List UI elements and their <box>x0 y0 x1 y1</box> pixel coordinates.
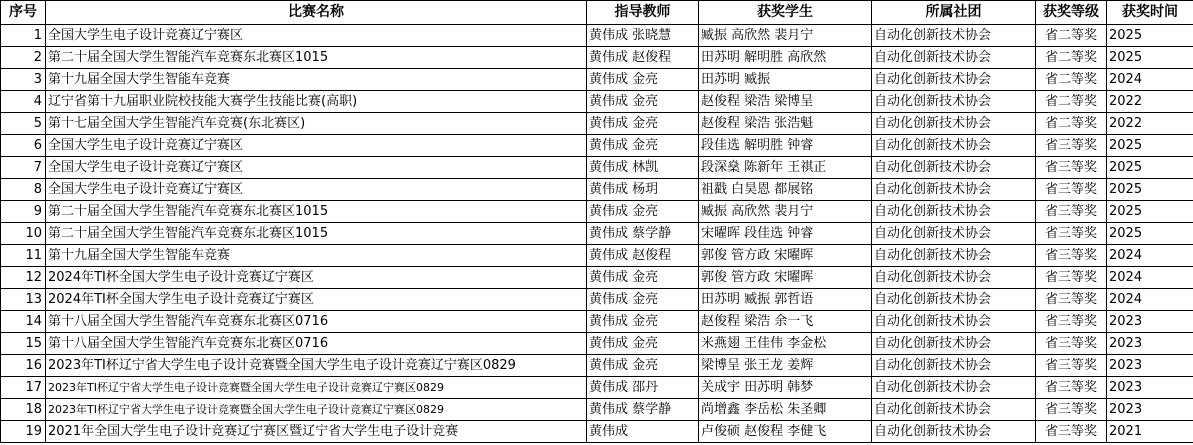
cell-teacher[interactable]: 黄伟成 金亮 <box>587 69 699 91</box>
cell-teacher[interactable]: 黄伟成 蔡学静 <box>587 223 699 245</box>
cell-competition-name[interactable]: 2024年TI杯全国大学生电子设计竞赛辽宁赛区 <box>46 289 587 311</box>
header-no[interactable]: 序号 <box>1 1 46 25</box>
cell-award-time[interactable]: 2024 <box>1107 245 1193 267</box>
cell-teacher[interactable]: 黄伟成 <box>587 421 699 443</box>
cell-award-level[interactable]: 省二等奖 <box>1036 91 1107 113</box>
cell-no[interactable]: 17 <box>1 377 46 399</box>
cell-award-level[interactable]: 省三等奖 <box>1036 135 1107 157</box>
cell-award-level[interactable]: 省三等奖 <box>1036 179 1107 201</box>
header-time[interactable]: 获奖时间 <box>1107 1 1193 25</box>
cell-no[interactable]: 13 <box>1 289 46 311</box>
cell-no[interactable]: 18 <box>1 399 46 421</box>
cell-teacher[interactable]: 黄伟成 金亮 <box>587 201 699 223</box>
cell-club[interactable]: 自动化创新技术协会 <box>872 311 1036 333</box>
cell-award-time[interactable]: 2025 <box>1107 25 1193 47</box>
cell-teacher[interactable]: 黄伟成 金亮 <box>587 311 699 333</box>
cell-club[interactable]: 自动化创新技术协会 <box>872 69 1036 91</box>
header-students[interactable]: 获奖学生 <box>699 1 872 25</box>
cell-club[interactable]: 自动化创新技术协会 <box>872 91 1036 113</box>
table-row <box>1 289 1193 311</box>
cell-competition-name[interactable]: 全国大学生电子设计竞赛辽宁赛区 <box>46 135 587 157</box>
cell-teacher[interactable]: 黄伟成 金亮 <box>587 113 699 135</box>
cell-club[interactable]: 自动化创新技术协会 <box>872 333 1036 355</box>
cell-competition-name[interactable]: 辽宁省第十九届职业院校技能大赛学生技能比赛(高职) <box>46 91 587 113</box>
cell-club[interactable]: 自动化创新技术协会 <box>872 377 1036 399</box>
cell-award-level[interactable]: 省三等奖 <box>1036 377 1107 399</box>
cell-award-level[interactable]: 省二等奖 <box>1036 69 1107 91</box>
cell-club[interactable]: 自动化创新技术协会 <box>872 399 1036 421</box>
table-row <box>1 311 1193 333</box>
cell-students[interactable]: 臧振 高欣然 裴月宁 <box>699 201 872 223</box>
cell-no[interactable]: 19 <box>1 421 46 443</box>
cell-no[interactable]: 16 <box>1 355 46 377</box>
cell-teacher[interactable]: 黄伟成 蔡学静 <box>587 399 699 421</box>
table-row <box>1 333 1193 355</box>
cell-award-time[interactable]: 2025 <box>1107 179 1193 201</box>
cell-teacher[interactable]: 黄伟成 赵俊程 <box>587 47 699 69</box>
cell-students[interactable]: 赵俊程 梁浩 梁博呈 <box>699 91 872 113</box>
cell-teacher[interactable]: 黄伟成 邵丹 <box>587 377 699 399</box>
cell-club[interactable]: 自动化创新技术协会 <box>872 157 1036 179</box>
table-row <box>1 355 1193 377</box>
table-row <box>1 91 1193 113</box>
cell-no[interactable]: 14 <box>1 311 46 333</box>
table-row <box>1 179 1193 201</box>
cell-students[interactable]: 宋曜晖 段佳选 钟睿 <box>699 223 872 245</box>
cell-award-level[interactable]: 省三等奖 <box>1036 157 1107 179</box>
header-row <box>1 1 1193 25</box>
cell-award-level[interactable]: 省二等奖 <box>1036 47 1107 69</box>
cell-award-level[interactable]: 省二等奖 <box>1036 25 1107 47</box>
cell-club[interactable]: 自动化创新技术协会 <box>872 25 1036 47</box>
table-row <box>1 201 1193 223</box>
cell-competition-name[interactable]: 2024年TI杯全国大学生电子设计竞赛辽宁赛区 <box>46 267 587 289</box>
cell-club[interactable]: 自动化创新技术协会 <box>872 267 1036 289</box>
cell-award-time[interactable]: 2025 <box>1107 157 1193 179</box>
cell-award-time[interactable]: 2024 <box>1107 289 1193 311</box>
cell-club[interactable]: 自动化创新技术协会 <box>872 113 1036 135</box>
cell-teacher[interactable]: 黄伟成 金亮 <box>587 91 699 113</box>
table-row <box>1 69 1193 91</box>
cell-teacher[interactable]: 黄伟成 金亮 <box>587 355 699 377</box>
cell-no[interactable]: 6 <box>1 135 46 157</box>
cell-competition-name[interactable]: 2021年全国大学生电子设计竞赛辽宁赛区暨辽宁省大学生电子设计竞赛 <box>46 421 587 443</box>
cell-students[interactable]: 关成宇 田苏明 韩梦 <box>699 377 872 399</box>
cell-no[interactable]: 3 <box>1 69 46 91</box>
table-row <box>1 135 1193 157</box>
header-level[interactable]: 获奖等级 <box>1036 1 1107 25</box>
cell-competition-name[interactable]: 全国大学生电子设计竞赛辽宁赛区 <box>46 157 587 179</box>
cell-award-time[interactable]: 2023 <box>1107 377 1193 399</box>
cell-award-time[interactable]: 2021 <box>1107 421 1193 443</box>
cell-award-level[interactable]: 省三等奖 <box>1036 311 1107 333</box>
cell-competition-name[interactable]: 第十九届全国大学生智能车竞赛 <box>46 245 587 267</box>
cell-competition-name[interactable]: 第二十届全国大学生智能汽车竞赛东北赛区1015 <box>46 223 587 245</box>
cell-award-time[interactable]: 2025 <box>1107 135 1193 157</box>
table-row <box>1 25 1193 47</box>
cell-students[interactable]: 米燕翅 王佳伟 李金松 <box>699 333 872 355</box>
cell-club[interactable]: 自动化创新技术协会 <box>872 289 1036 311</box>
cell-no[interactable]: 11 <box>1 245 46 267</box>
cell-award-time[interactable]: 2023 <box>1107 333 1193 355</box>
cell-teacher[interactable]: 黄伟成 金亮 <box>587 289 699 311</box>
table-row <box>1 223 1193 245</box>
table-row <box>1 399 1193 421</box>
cell-competition-name[interactable]: 2023年TI杯辽宁省大学生电子设计竞赛暨全国大学生电子设计竞赛辽宁赛区0829 <box>46 355 587 377</box>
cell-teacher[interactable]: 黄伟成 林凯 <box>587 157 699 179</box>
cell-no[interactable]: 7 <box>1 157 46 179</box>
cell-award-level[interactable]: 省三等奖 <box>1036 289 1107 311</box>
cell-students[interactable]: 郭俊 管方政 宋曜晖 <box>699 245 872 267</box>
cell-no[interactable]: 5 <box>1 113 46 135</box>
cell-award-time[interactable]: 2022 <box>1107 113 1193 135</box>
cell-award-time[interactable]: 2022 <box>1107 91 1193 113</box>
cell-students[interactable]: 尚增鑫 李岳松 朱圣卿 <box>699 399 872 421</box>
cell-award-time[interactable]: 2024 <box>1107 267 1193 289</box>
cell-award-level[interactable]: 省三等奖 <box>1036 399 1107 421</box>
table-row <box>1 267 1193 289</box>
cell-teacher[interactable]: 黄伟成 金亮 <box>587 333 699 355</box>
cell-competition-name[interactable]: 第十八届全国大学生智能汽车竞赛东北赛区0716 <box>46 311 587 333</box>
cell-club[interactable]: 自动化创新技术协会 <box>872 135 1036 157</box>
header-teacher[interactable]: 指导教师 <box>587 1 699 25</box>
cell-competition-name[interactable]: 全国大学生电子设计竞赛辽宁赛区 <box>46 179 587 201</box>
cell-no[interactable]: 15 <box>1 333 46 355</box>
table-row <box>1 47 1193 69</box>
cell-no[interactable]: 1 <box>1 25 46 47</box>
table-row <box>1 157 1193 179</box>
cell-teacher[interactable]: 黄伟成 金亮 <box>587 135 699 157</box>
cell-competition-name[interactable]: 第二十届全国大学生智能汽车竞赛东北赛区1015 <box>46 47 587 69</box>
cell-award-level[interactable]: 省三等奖 <box>1036 245 1107 267</box>
cell-award-level[interactable]: 省三等奖 <box>1036 223 1107 245</box>
cell-students[interactable]: 田苏明 臧振 <box>699 69 872 91</box>
cell-students[interactable]: 段佳选 解明胜 钟睿 <box>699 135 872 157</box>
cell-club[interactable]: 自动化创新技术协会 <box>872 355 1036 377</box>
table-row <box>1 377 1193 399</box>
cell-no[interactable]: 4 <box>1 91 46 113</box>
cell-club[interactable]: 自动化创新技术协会 <box>872 421 1036 443</box>
cell-award-time[interactable]: 2023 <box>1107 399 1193 421</box>
cell-award-level[interactable]: 省三等奖 <box>1036 333 1107 355</box>
table-row <box>1 245 1193 267</box>
cell-students[interactable]: 卢俊硕 赵俊程 李健飞 <box>699 421 872 443</box>
cell-award-time[interactable]: 2023 <box>1107 311 1193 333</box>
cell-no[interactable]: 10 <box>1 223 46 245</box>
cell-no[interactable]: 12 <box>1 267 46 289</box>
cell-students[interactable]: 赵俊程 梁浩 余一飞 <box>699 311 872 333</box>
cell-competition-name[interactable]: 2023年TI杯辽宁省大学生电子设计竞赛暨全国大学生电子设计竞赛辽宁赛区0829 <box>46 399 587 421</box>
cell-students[interactable]: 臧振 高欣然 裴月宁 <box>699 25 872 47</box>
cell-award-time[interactable]: 2023 <box>1107 355 1193 377</box>
cell-award-time[interactable]: 2025 <box>1107 201 1193 223</box>
cell-award-level[interactable]: 省三等奖 <box>1036 355 1107 377</box>
cell-no[interactable]: 8 <box>1 179 46 201</box>
cell-club[interactable]: 自动化创新技术协会 <box>872 201 1036 223</box>
header-club[interactable]: 所属社团 <box>872 1 1036 25</box>
table-row <box>1 113 1193 135</box>
cell-students[interactable]: 郭俊 管方政 宋曜晖 <box>699 267 872 289</box>
cell-students[interactable]: 段深燊 陈新年 王祺正 <box>699 157 872 179</box>
cell-club[interactable]: 自动化创新技术协会 <box>872 245 1036 267</box>
cell-students[interactable]: 赵俊程 梁浩 张浩魁 <box>699 113 872 135</box>
cell-no[interactable]: 2 <box>1 47 46 69</box>
cell-award-level[interactable]: 省三等奖 <box>1036 421 1107 443</box>
cell-teacher[interactable]: 黄伟成 金亮 <box>587 267 699 289</box>
cell-no[interactable]: 9 <box>1 201 46 223</box>
cell-competition-name[interactable]: 第十九届全国大学生智能车竞赛 <box>46 69 587 91</box>
cell-award-time[interactable]: 2024 <box>1107 69 1193 91</box>
cell-award-level[interactable]: 省三等奖 <box>1036 201 1107 223</box>
cell-teacher[interactable]: 黄伟成 赵俊程 <box>587 245 699 267</box>
cell-competition-name[interactable]: 2023年TI杯辽宁省大学生电子设计竞赛暨全国大学生电子设计竞赛辽宁赛区0829 <box>46 377 587 399</box>
cell-students[interactable]: 梁博呈 张王龙 姜辉 <box>699 355 872 377</box>
cell-award-time[interactable]: 2025 <box>1107 47 1193 69</box>
cell-competition-name[interactable]: 第十七届全国大学生智能汽车竞赛(东北赛区) <box>46 113 587 135</box>
cell-competition-name[interactable]: 第十八届全国大学生智能汽车竞赛东北赛区0716 <box>46 333 587 355</box>
cell-students[interactable]: 田苏明 解明胜 高欣然 <box>699 47 872 69</box>
cell-club[interactable]: 自动化创新技术协会 <box>872 223 1036 245</box>
cell-award-time[interactable]: 2025 <box>1107 223 1193 245</box>
cell-teacher[interactable]: 黄伟成 杨玥 <box>587 179 699 201</box>
cell-club[interactable]: 自动化创新技术协会 <box>872 179 1036 201</box>
header-name[interactable]: 比赛名称 <box>46 1 587 25</box>
cell-students[interactable]: 祖戳 白昊恩 都展铭 <box>699 179 872 201</box>
cell-students[interactable]: 田苏明 臧振 郭哲语 <box>699 289 872 311</box>
cell-competition-name[interactable]: 第二十届全国大学生智能汽车竞赛东北赛区1015 <box>46 201 587 223</box>
cell-club[interactable]: 自动化创新技术协会 <box>872 47 1036 69</box>
cell-award-level[interactable]: 省二等奖 <box>1036 113 1107 135</box>
cell-competition-name[interactable]: 全国大学生电子设计竞赛辽宁赛区 <box>46 25 587 47</box>
cell-teacher[interactable]: 黄伟成 张晓慧 <box>587 25 699 47</box>
table-body <box>1 25 1193 443</box>
cell-award-level[interactable]: 省三等奖 <box>1036 267 1107 289</box>
table-row <box>1 421 1193 443</box>
